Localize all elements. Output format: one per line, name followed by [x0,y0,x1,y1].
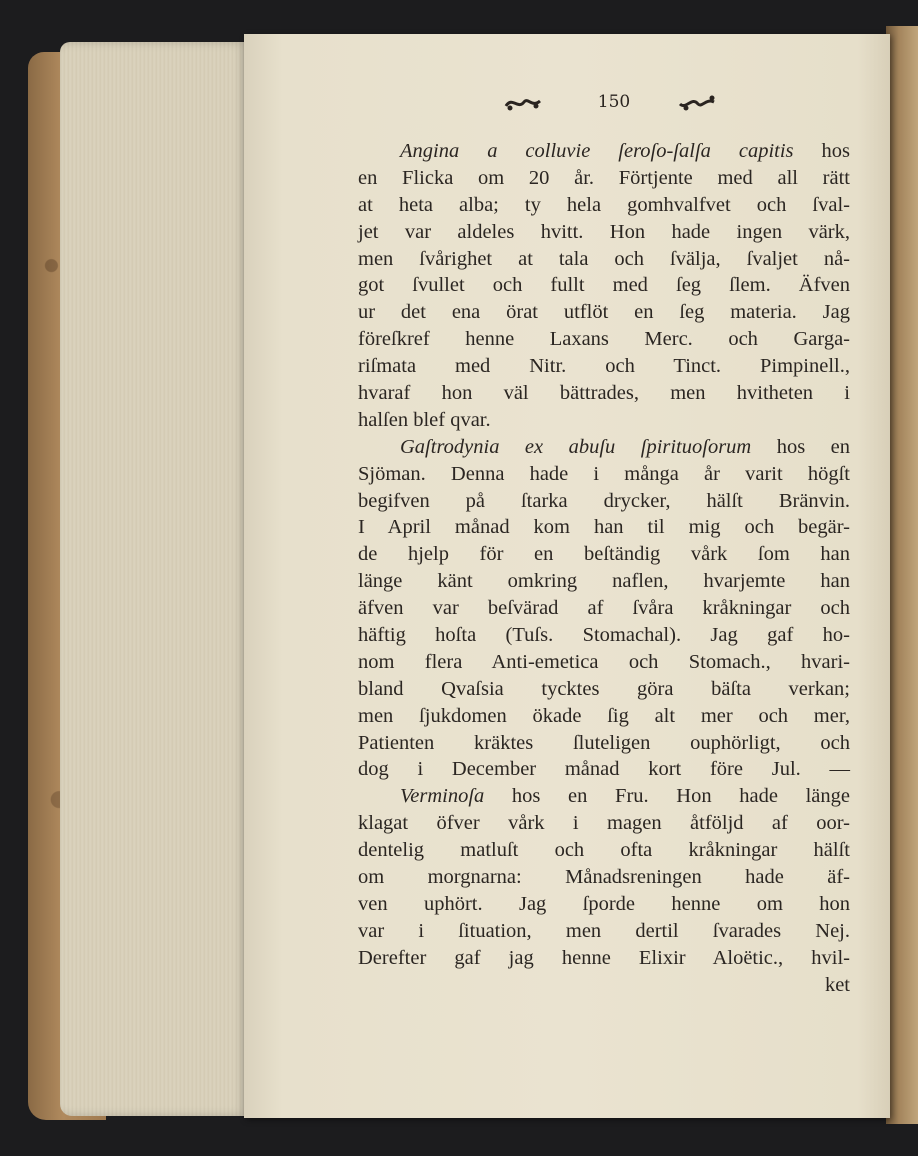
text-line [358,756,850,783]
line-text: ket [824,973,850,996]
line-text: men ſjukdomen ökade ſig alt mer och mer, [358,704,850,727]
text-line [358,622,850,649]
page-number: 150 [597,92,631,112]
text-line [358,837,850,864]
line-text: Patienten kräktes ſluteligen ouphörligt, och [358,731,850,754]
italic-heading: Verminoſa [400,785,485,808]
text-line [358,246,850,273]
line-text: begifven på ſtarka drycker, hälſt Bränvin. [358,489,850,512]
line-text: halſen blef qvar. [358,408,491,431]
text-line [358,568,850,595]
line-text: jet var aldeles hvitt. Hon hade ingen värk, [358,220,850,243]
line-text: hvaraf hon väl bättrades, men hvitheten i [358,382,850,405]
line-text: Sjöman. Denna hade i många år varit högſt [358,462,850,485]
page-header [244,92,890,122]
line-text: hos en [751,435,851,458]
text-line [358,380,850,407]
text-line [358,434,850,461]
line-text: men ſvårighet at tala och ſvälja, ſvaljet nå- [358,247,850,270]
line-text: äfven var beſvärad af ſvåra kråkningar och [358,597,850,620]
text-line [358,219,850,246]
text-line [358,649,850,676]
text-line [358,945,850,972]
text-line [358,192,850,219]
text-line [358,272,850,299]
text-line [358,488,850,515]
text-line [358,918,850,945]
page-edges [60,42,248,1116]
text-line [358,299,850,326]
line-text: ven uphört. Jag ſporde henne om hon [358,892,850,915]
ornament-right-icon [676,92,718,114]
text-line [358,972,850,999]
text-line [358,595,850,622]
line-text: klagat öfver vårk i magen åtföljd af oor- [358,812,850,835]
text-line [358,703,850,730]
line-text: en Flicka om 20 år. Förtjente med all rätt [358,166,850,189]
italic-heading: Gaſtrodynia ex abuſu ſpirituoſorum [400,435,752,458]
line-text: got ſvullet och fullt med ſeg ſlem. Äfven [358,274,850,297]
text-line [358,810,850,837]
line-text: Derefter gaf jag henne Elixir Aloëtic., hvil- [358,946,850,969]
line-text: nom flera Anti-emetica och Stomach., hvari- [358,650,850,673]
text-line [358,138,850,165]
text-line [358,676,850,703]
line-text: at heta alba; ty hela gomhvalfvet och ſval- [358,193,850,216]
line-text: föreſkref henne Laxans Merc. och Garga- [358,328,850,351]
text-line [358,783,850,810]
line-text: riſmata med Nitr. och Tinct. Pimpinell., [358,355,850,378]
line-text: häftig hoſta (Tuſs. Stomachal). Jag gaf ho- [358,624,850,647]
line-text: hos en Fru. Hon hade länge [484,785,850,808]
line-text: hos [793,140,850,162]
line-text: var i ſituation, men dertil ſvarades Nej. [358,919,850,942]
text-line [358,514,850,541]
text-line [358,541,850,568]
line-text: dog i December månad kort före Jul. — [358,758,850,781]
line-text: I April månad kom han til mig och begär- [358,516,850,539]
text-line [358,165,850,192]
text-line [358,730,850,757]
text-line [358,891,850,918]
line-text: om morgnarna: Månadsreningen hade äf- [358,866,850,889]
book-cover-right [886,26,918,1124]
line-text: de hjelp för en beſtändig vårk ſom han [358,543,850,566]
italic-heading: Angina a colluvie ſeroſo-ſalſa capitis [400,140,794,162]
line-text: länge känt omkring naflen, hvarjemte han [358,570,850,593]
line-text: ur det ena örat utflöt en ſeg materia. Jag [358,301,850,324]
text-line [358,461,850,488]
line-text: dentelig matluſt och ofta kråkningar hälſt [358,839,850,862]
text-line [358,326,850,353]
body-text [358,138,850,999]
text-line [358,407,850,434]
text-line [358,864,850,891]
text-line [358,353,850,380]
line-text: bland Qvaſsia tycktes göra bäſta verkan; [358,677,850,700]
ornament-left-icon [502,92,544,114]
